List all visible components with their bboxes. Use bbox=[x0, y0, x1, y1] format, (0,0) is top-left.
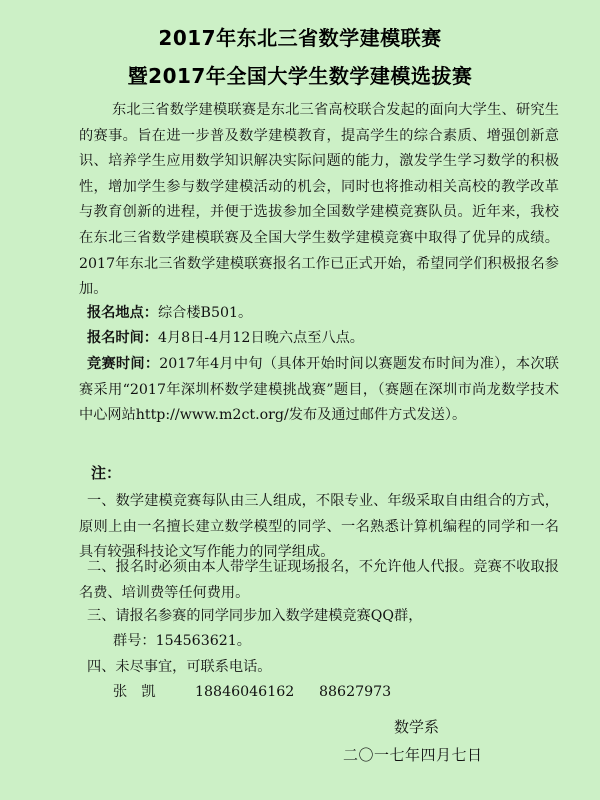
note-item-3: 三、请报名参赛的同学同步加入数学建模竞赛QQ群， bbox=[87, 608, 423, 624]
registration-time bbox=[79, 326, 559, 352]
title-line-1: 2017年东北三省数学建模联赛 bbox=[158, 26, 442, 50]
signature-date: 二〇一七年四月七日 bbox=[343, 746, 483, 764]
signature-department: 数学系 bbox=[394, 718, 440, 736]
registration-location-label: 报名地点： bbox=[87, 305, 158, 321]
notes-heading: 注： bbox=[91, 464, 122, 482]
qq-group-number: 群号：154563621。 bbox=[113, 633, 251, 649]
registration-location bbox=[79, 301, 559, 327]
contact-line bbox=[113, 680, 391, 706]
contact-phone-mobile: 18846046162 bbox=[195, 684, 295, 700]
registration-location-value: 综合楼B501。 bbox=[157, 305, 253, 321]
registration-time-value: 4月8日-4月12日晚六点至八点。 bbox=[157, 330, 364, 346]
title-line-2: 暨2017年全国大学生数学建模选拔赛 bbox=[127, 64, 473, 88]
note-item-2: 二、报名时必须由本人带学生证现场报名，不允许他人代报。竞赛不收取报名费、培训费等任何费用。 bbox=[79, 559, 559, 601]
contest-time-label: 竞赛时间： bbox=[87, 356, 160, 372]
contact-name: 张 凯 bbox=[113, 684, 156, 700]
contest-time-value: 2017年4月中旬（具体开始时间以赛题发布时间为准），本次联赛采用“2017年深圳杯数学建模挑战赛”题目，（赛题在深圳市尚龙数学技术中心网站http://www.m2ct.org/发布及通过邮件方式发送）。 bbox=[79, 356, 559, 424]
note-item-4: 四、未尽事宜，可联系电话。 bbox=[87, 659, 272, 675]
contest-time bbox=[79, 352, 559, 429]
registration-time-label: 报名时间： bbox=[87, 330, 158, 346]
contact-phone-office: 88627973 bbox=[319, 684, 392, 700]
intro-paragraph: 东北三省数学建模联赛是东北三省高校联合发起的面向大学生、研究生的赛事。旨在进一步普及数学建模教育，提高学生的综合素质、增强创新意识、培养学生应用数学知识解决实际问题的能力，激发学生学习数学的积极性，增加学生参与数学建模活动的机会，同时也将推动相关高校的教学改革与教育创新的进程，并便于选拔参加全国数学建模竞赛队员。近年来，我校在东北三省数学建模联赛及全国大学生数学建模竞赛中取得了优异的成绩。 2017年东北三省数学建模联赛报名工作已正式开始，希望同学们积极报名参加。 bbox=[79, 102, 559, 298]
note-item-1: 一、数学建模竞赛每队由三人组成，不限专业、年级采取自由组合的方式，原则上由一名擅长建立数学模型的同学、一名熟悉计算机编程的同学和一名具有较强科技论文写作能力的同学组成。 bbox=[79, 493, 559, 561]
